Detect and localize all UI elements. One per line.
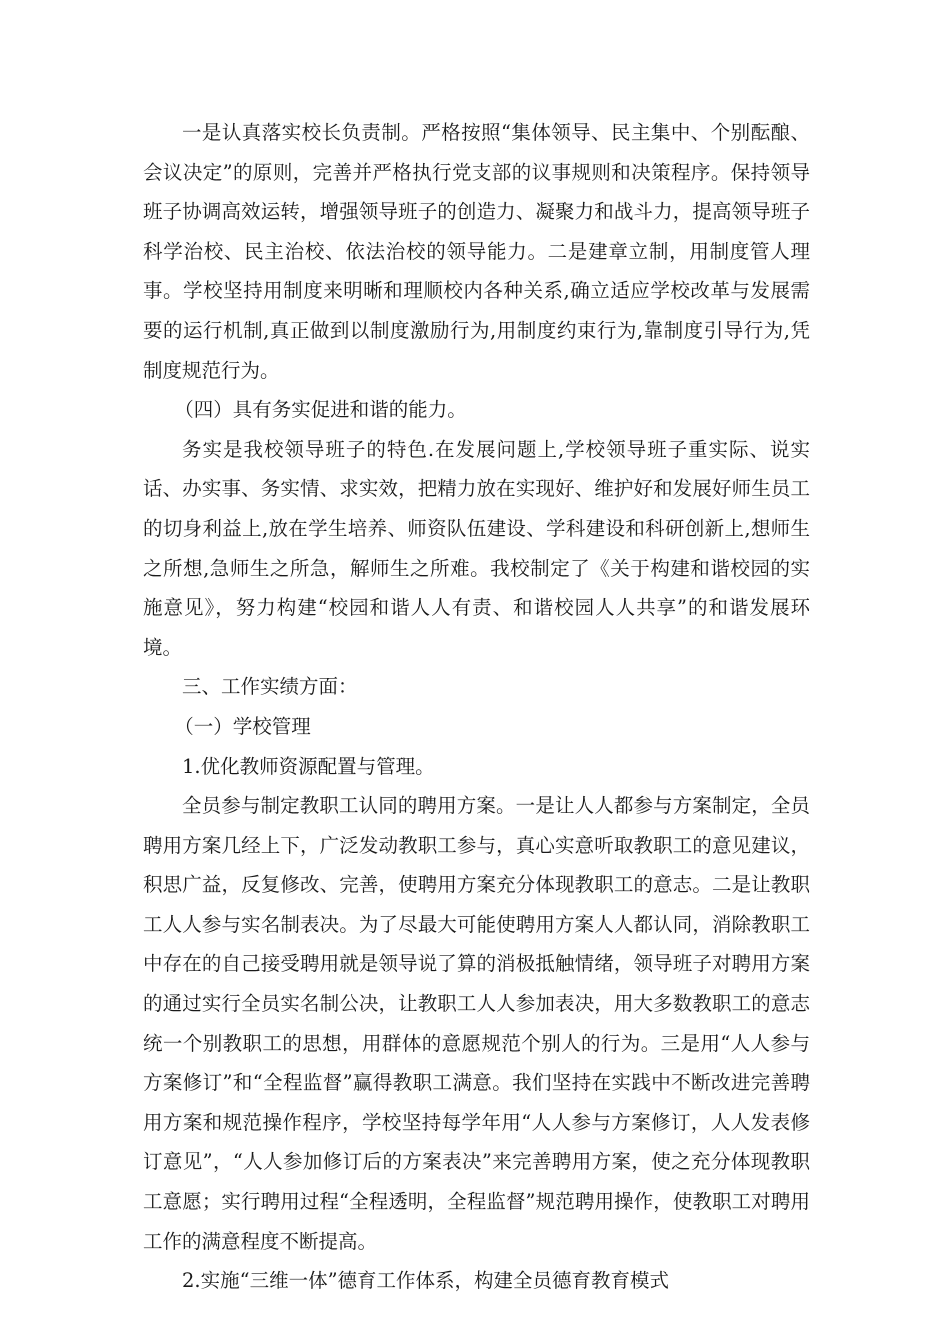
item-heading-teacher-resources: 1.优化教师资源配置与管理。 [182,754,435,778]
section-heading-work-achievements: 三、工作实绩方面： [182,675,358,699]
paragraph-practical-leadership: 务实是我校领导班子的特色.在发展问题上,学校领导班子重实际、说实话、办实事、务实情、求实效，把精力放在实现好、维护好和发展好师生员工的切身利益上,放在学生培养、师资队伍建设、学科建设和科研创新上,想师生之所想,急师生之所急，解师生之所难。我校制定了《关于构建和谐校园的实施意见》，努力构建“校园和谐人人有责、和谐校园人人共享”的和谐发展环境。 [143,437,810,659]
document-body [143,113,810,1301]
item-heading-moral-education: 2.实施“三维一体”德育工作体系，构建全员德育教育模式 [182,1269,670,1293]
paragraph-principal-responsibility: 一是认真落实校长负责制。严格按照“集体领导、民主集中、个别酝酿、会议决定”的原则，完善并严格执行党支部的议事规则和决策程序。保持领导班子协调高效运转，增强领导班子的创造力、凝聚力和战斗力，提高领导班子科学治校、民主治校、依法治校的领导能力。二是建章立制，用制度管人理事。学校坚持用制度来明晰和理顺校内各种关系,确立适应学校改革与发展需要的运行机制,真正做到以制度激励行为,用制度约束行为,靠制度引导行为,凭制度规范行为。 [143,121,810,382]
section-heading-school-management: （一）学校管理 [174,714,311,738]
paragraph-employment-plan: 全员参与制定教职工认同的聘用方案。一是让人人都参与方案制定，全员聘用方案几经上下，广泛发动教职工参与，真心实意听取教职工的意见建议，积思广益，反复修改、完善，使聘用方案充分体现教职工的意志。二是让教职工人人参与实名制表决。为了尽最大可能使聘用方案人人都认同，消除教职工中存在的自己接受聘用就是领导说了算的消极抵触情绪，领导班子对聘用方案的通过实行全员实名制公决，让教职工人人参加表决，用大多数教职工的意志统一个别教职工的思想，用群体的意愿规范个别人的行为。三是用“人人参与方案修订”和“全程监督”赢得教职工满意。我们坚持在实践中不断改进完善聘用方案和规范操作程序，学校坚持每学年用“人人参与方案修订，人人发表修订意见”，“人人参加修订后的方案表决”来完善聘用方案，使之充分体现教职工意愿；实行聘用过程“全程透明，全程监督”规范聘用操作，使教职工对聘用工作的满意程度不断提高。 [143,794,810,1253]
section-heading-practical-harmony: （四）具有务实促进和谐的能力。 [174,398,467,422]
